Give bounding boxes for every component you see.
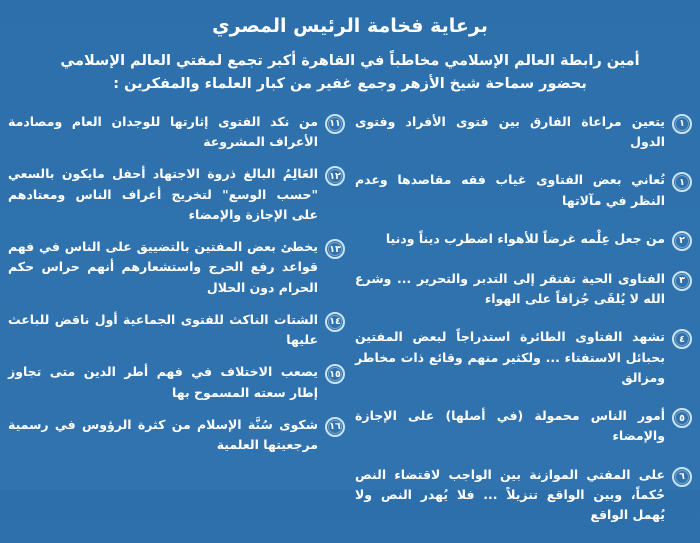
list-item <box>8 237 345 298</box>
point-text: من نكد الفتوى إثارتها للوجدان العام ومصادمة الأعراف المشروعة <box>8 113 318 150</box>
point-text: تُعاني بعض الفتاوى غياب فقه مقاصدها وعدم النظر في مآلاتها <box>355 172 665 208</box>
point-text: تشهد الفتاوى الطائرة استدراجاً لبعض المفتين بحبائل الاستفتاء ... ولكثير منهم وقائع ذات مخاطر ومزالق <box>355 329 665 385</box>
point-text: يتعين مراعاة الفارق بين فتوى الأفراد وفتوى الدول <box>355 113 665 150</box>
list-item <box>8 164 345 225</box>
point-text: شكوى سُنَّة الإسلام من كثرة الرؤوس في رسمية مرجعيتها العلمية <box>8 416 318 453</box>
list-item <box>355 406 692 447</box>
points-columns <box>0 97 700 543</box>
point-number-badge: ٣ <box>672 271 692 291</box>
header-subtitle-line1: أمين رابطة العالم الإسلامي مخاطباً في القاهرة أكبر تجمع لمفتي العالم الإسلامي <box>60 53 640 69</box>
list-item <box>355 112 692 153</box>
list-item <box>355 269 692 310</box>
point-text: يخطئ بعض المفتين بالتضييق على الناس في فهم قواعد رفع الحرج واستشعارهم أنهم حراس حكم الحرام دون الحلال <box>8 239 318 295</box>
point-number-badge: ١ <box>672 172 692 192</box>
point-text: الشتات الناكث للفتوى الجماعية أول ناقض للباعث عليها <box>8 311 318 348</box>
point-number-badge: ٢ <box>672 231 692 251</box>
point-text: على المفتي الموازنة بين الواجب لاقتضاء النص حُكماً، وبين الواقع تنزيلاً ... فلا يُهدر النص ولا يُهمل الواقع <box>355 466 665 523</box>
point-number-badge: ٥ <box>672 408 692 428</box>
header <box>0 0 700 97</box>
point-number-badge: ٤ <box>672 329 692 349</box>
list-item <box>355 327 692 388</box>
point-number-badge: ١٥ <box>325 364 345 384</box>
points-column-left <box>8 112 345 543</box>
point-number-badge: ١٣ <box>325 239 345 259</box>
list-item <box>8 112 345 153</box>
header-subtitle-line2: بحضور سماحة شيخ الأزهر وجمع غفير من كبار العلماء والمفكرين : <box>113 76 587 93</box>
point-number-badge: ٦ <box>672 467 692 487</box>
point-text: العَالِمُ البالغ ذروة الاجتهاد أحفل مايكون بالسعي "حسب الوسع" لتخريج أعراف الناس ومعتادهم على الإجازة والإمضاء <box>8 166 318 222</box>
list-item <box>8 415 345 456</box>
point-number-badge: ١١ <box>325 114 345 134</box>
list-item <box>355 465 692 526</box>
points-column-right <box>355 112 692 543</box>
point-text: من جعل عِلْمه غرضاً للأهواء اضطرب ديناً ودنيا <box>385 230 665 246</box>
point-number-badge: ١ <box>672 114 692 134</box>
list-item <box>8 362 345 403</box>
list-item <box>355 170 692 211</box>
point-number-badge: ١٢ <box>325 166 345 186</box>
list-item <box>8 310 345 351</box>
page-title: برعاية فخامة الرئيس المصري <box>212 15 488 37</box>
point-text: أمور الناس محمولة (في أصلها) على الإجازة والإمضاء <box>355 408 665 444</box>
point-text: الفتاوى الحية تفتقر إلى التدبر والتحرير ... وشرع الله لا يُلقَى جُزافاً على الهواء <box>355 270 665 307</box>
list-item <box>355 229 692 251</box>
point-number-badge: ١٦ <box>325 417 345 437</box>
point-text: يصعب الاختلاف في فهم أطر الدين متى تجاوز إطار سعته المسموح بها <box>8 364 318 400</box>
point-number-badge: ١٤ <box>325 312 345 332</box>
